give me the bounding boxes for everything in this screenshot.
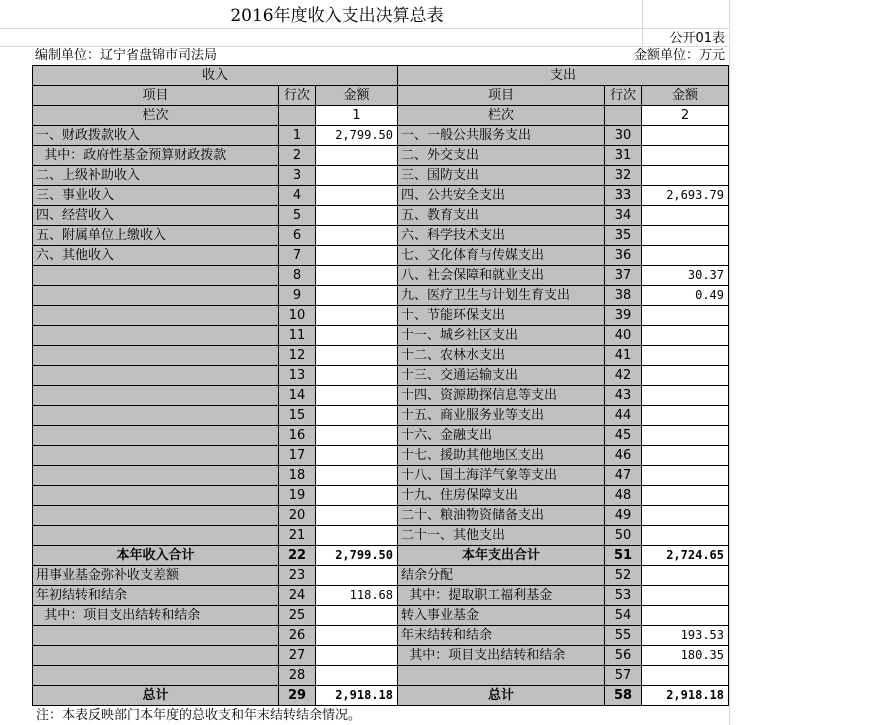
expense-amount: 193.53	[641, 625, 729, 646]
income-row-no: 19	[278, 485, 316, 506]
expense-item: 十三、交通运输支出	[397, 365, 605, 386]
income-row-no: 20	[278, 505, 316, 526]
expense-amount	[641, 365, 729, 386]
income-amount	[315, 365, 398, 386]
income-item	[32, 365, 279, 386]
expense-row-no: 53	[604, 585, 642, 606]
income-item	[32, 505, 279, 526]
income-row-no: 9	[278, 285, 316, 306]
expense-item: 三、国防支出	[397, 165, 605, 186]
expense-row-no: 39	[604, 305, 642, 326]
expense-item: 年末结转和结余	[397, 625, 605, 646]
expense-amount	[641, 305, 729, 326]
income-amount	[315, 565, 398, 586]
expense-amount-header: 金额	[641, 85, 729, 106]
expense-row-no: 40	[604, 325, 642, 346]
income-item: 其中：政府性基金预算财政拨款	[32, 145, 279, 166]
income-row-no: 26	[278, 625, 316, 646]
income-row-no: 24	[278, 585, 316, 606]
income-row-no: 4	[278, 185, 316, 206]
expense-amount	[641, 205, 729, 226]
income-amount	[315, 245, 398, 266]
expense-item: 其中：提取职工福利基金	[397, 585, 605, 606]
income-amount	[315, 185, 398, 206]
expense-amount	[641, 405, 729, 426]
expense-amount	[641, 385, 729, 406]
income-lanci-row	[278, 105, 316, 126]
income-item	[32, 465, 279, 486]
income-amount	[315, 345, 398, 366]
expense-amount: 30.37	[641, 265, 729, 286]
income-item: 六、其他收入	[32, 245, 279, 266]
income-amount	[315, 305, 398, 326]
expense-row-no: 44	[604, 405, 642, 426]
expense-row-no: 45	[604, 425, 642, 446]
expense-amount: 0.49	[641, 285, 729, 306]
income-item	[32, 525, 279, 546]
income-amount	[315, 225, 398, 246]
income-row-no: 21	[278, 525, 316, 546]
expense-row-no: 50	[604, 525, 642, 546]
income-row-no: 7	[278, 245, 316, 266]
income-item	[32, 425, 279, 446]
expense-amount	[641, 565, 729, 586]
income-item	[32, 485, 279, 506]
expense-row-no: 46	[604, 445, 642, 466]
expense-item: 十八、国土海洋气象等支出	[397, 465, 605, 486]
expense-row-no: 37	[604, 265, 642, 286]
expense-amount	[641, 525, 729, 546]
income-row-no: 16	[278, 425, 316, 446]
expense-item: 十一、城乡社区支出	[397, 325, 605, 346]
income-lanci: 栏次	[32, 105, 279, 126]
expense-amount	[641, 465, 729, 486]
income-amount: 2,799.50	[315, 545, 398, 566]
expense-item: 转入事业基金	[397, 605, 605, 626]
income-item: 年初结转和结余	[32, 585, 279, 606]
income-row-no: 29	[278, 685, 316, 706]
income-item: 其中：项目支出结转和结余	[32, 605, 279, 626]
income-item: 五、附属单位上缴收入	[32, 225, 279, 246]
income-row-no: 23	[278, 565, 316, 586]
expense-item: 总计	[397, 685, 605, 706]
expense-amount	[641, 445, 729, 466]
income-row-no: 11	[278, 325, 316, 346]
expense-row-no: 32	[604, 165, 642, 186]
expense-item: 八、社会保障和就业支出	[397, 265, 605, 286]
income-col-number: 1	[315, 105, 398, 126]
expense-item: 十六、金融支出	[397, 425, 605, 446]
expense-amount	[641, 225, 729, 246]
expense-row-no: 35	[604, 225, 642, 246]
income-row-no: 13	[278, 365, 316, 386]
form-code: 公开01表	[669, 31, 725, 46]
income-item: 三、事业收入	[32, 185, 279, 206]
expense-amount: 180.35	[641, 645, 729, 666]
expense-amount	[641, 125, 729, 146]
income-item: 总计	[32, 685, 279, 706]
expense-row-no: 36	[604, 245, 642, 266]
income-item	[32, 645, 279, 666]
expense-row-no: 38	[604, 285, 642, 306]
income-item: 本年收入合计	[32, 545, 279, 566]
expense-amount: 2,724.65	[641, 545, 729, 566]
expense-row-no: 49	[604, 505, 642, 526]
expense-item: 二十、粮油物资储备支出	[397, 505, 605, 526]
expense-amount	[641, 245, 729, 266]
expense-lanci-row	[604, 105, 642, 126]
expense-item: 二、外交支出	[397, 145, 605, 166]
expense-row-no: 55	[604, 625, 642, 646]
income-row-no: 6	[278, 225, 316, 246]
expense-amount: 2,918.18	[641, 685, 729, 706]
income-amount	[315, 645, 398, 666]
income-row-no: 5	[278, 205, 316, 226]
expense-item: 十二、农林水支出	[397, 345, 605, 366]
income-row-no: 1	[278, 125, 316, 146]
income-amount	[315, 445, 398, 466]
expense-row-no: 47	[604, 465, 642, 486]
expense-amount: 2,693.79	[641, 185, 729, 206]
income-row-no: 14	[278, 385, 316, 406]
expense-item: 六、科学技术支出	[397, 225, 605, 246]
income-amount	[315, 625, 398, 646]
income-amount	[315, 525, 398, 546]
income-item: 用事业基金弥补收支差额	[32, 565, 279, 586]
income-row-no: 12	[278, 345, 316, 366]
expense-item: 十九、住房保障支出	[397, 485, 605, 506]
income-amount	[315, 465, 398, 486]
expense-item: 七、文化体育与传媒支出	[397, 245, 605, 266]
expense-item: 十四、资源勘探信息等支出	[397, 385, 605, 406]
income-item: 四、经营收入	[32, 205, 279, 226]
income-item	[32, 665, 279, 686]
expense-item-header: 项目	[397, 85, 605, 106]
expense-amount	[641, 485, 729, 506]
expense-item: 九、医疗卫生与计划生育支出	[397, 285, 605, 306]
income-item	[32, 285, 279, 306]
expense-row-no: 42	[604, 365, 642, 386]
income-row-no: 8	[278, 265, 316, 286]
income-row-header: 行次	[278, 85, 316, 106]
income-amount	[315, 425, 398, 446]
income-amount	[315, 205, 398, 226]
income-amount	[315, 145, 398, 166]
income-amount	[315, 665, 398, 686]
amount-unit: 金额单位：万元	[633, 48, 725, 63]
income-item-header: 项目	[32, 85, 279, 106]
income-row-no: 3	[278, 165, 316, 186]
expense-row-header: 行次	[604, 85, 642, 106]
expense-item: 本年支出合计	[397, 545, 605, 566]
income-row-no: 2	[278, 145, 316, 166]
income-amount-header: 金额	[315, 85, 398, 106]
expense-amount	[641, 505, 729, 526]
expense-row-no: 52	[604, 565, 642, 586]
income-row-no: 10	[278, 305, 316, 326]
income-amount: 118.68	[315, 585, 398, 606]
expense-item: 十五、商业服务业等支出	[397, 405, 605, 426]
expense-item: 五、教育支出	[397, 205, 605, 226]
income-item	[32, 265, 279, 286]
income-row-no: 15	[278, 405, 316, 426]
income-item: 一、财政拨款收入	[32, 125, 279, 146]
income-item	[32, 445, 279, 466]
expense-section-header: 支出	[397, 65, 729, 86]
income-item: 二、上级补助收入	[32, 165, 279, 186]
expense-amount	[641, 325, 729, 346]
expense-amount	[641, 345, 729, 366]
income-amount	[315, 385, 398, 406]
expense-item	[397, 665, 605, 686]
expense-item: 十、节能环保支出	[397, 305, 605, 326]
expense-row-no: 48	[604, 485, 642, 506]
expense-row-no: 41	[604, 345, 642, 366]
income-amount	[315, 405, 398, 426]
income-item	[32, 345, 279, 366]
expense-item: 二十一、其他支出	[397, 525, 605, 546]
expense-amount	[641, 425, 729, 446]
expense-row-no: 56	[604, 645, 642, 666]
income-amount	[315, 485, 398, 506]
income-row-no: 27	[278, 645, 316, 666]
expense-row-no: 57	[604, 665, 642, 686]
expense-row-no: 51	[604, 545, 642, 566]
income-amount: 2,918.18	[315, 685, 398, 706]
expense-item: 一、一般公共服务支出	[397, 125, 605, 146]
income-amount	[315, 505, 398, 526]
expense-item: 十七、援助其他地区支出	[397, 445, 605, 466]
footnote: 注：本表反映部门本年度的总收支和年末结转结余情况。	[36, 708, 362, 723]
expense-row-no: 58	[604, 685, 642, 706]
expense-row-no: 30	[604, 125, 642, 146]
expense-item: 结余分配	[397, 565, 605, 586]
income-item	[32, 305, 279, 326]
income-item	[32, 405, 279, 426]
expense-amount	[641, 665, 729, 686]
expense-col-number: 2	[641, 105, 729, 126]
income-amount: 2,799.50	[315, 125, 398, 146]
expense-lanci: 栏次	[397, 105, 605, 126]
income-row-no: 18	[278, 465, 316, 486]
expense-row-no: 31	[604, 145, 642, 166]
expense-amount	[641, 585, 729, 606]
expense-row-no: 34	[604, 205, 642, 226]
reporting-unit: 编制单位：辽宁省盘锦市司法局	[35, 48, 218, 63]
income-item	[32, 385, 279, 406]
expense-item: 其中：项目支出结转和结余	[397, 645, 605, 666]
expense-amount	[641, 145, 729, 166]
expense-item: 四、公共安全支出	[397, 185, 605, 206]
expense-amount	[641, 165, 729, 186]
income-row-no: 28	[278, 665, 316, 686]
gridline	[729, 0, 730, 725]
income-item	[32, 625, 279, 646]
income-row-no: 25	[278, 605, 316, 626]
income-row-no: 22	[278, 545, 316, 566]
income-amount	[315, 325, 398, 346]
income-amount	[315, 285, 398, 306]
expense-amount	[641, 605, 729, 626]
expense-row-no: 54	[604, 605, 642, 626]
income-row-no: 17	[278, 445, 316, 466]
expense-row-no: 43	[604, 385, 642, 406]
income-amount	[315, 165, 398, 186]
income-item	[32, 325, 279, 346]
income-section-header: 收入	[32, 65, 398, 86]
income-amount	[315, 265, 398, 286]
report-title: 2016年度收入支出决算总表	[230, 6, 444, 26]
expense-row-no: 33	[604, 185, 642, 206]
income-amount	[315, 605, 398, 626]
